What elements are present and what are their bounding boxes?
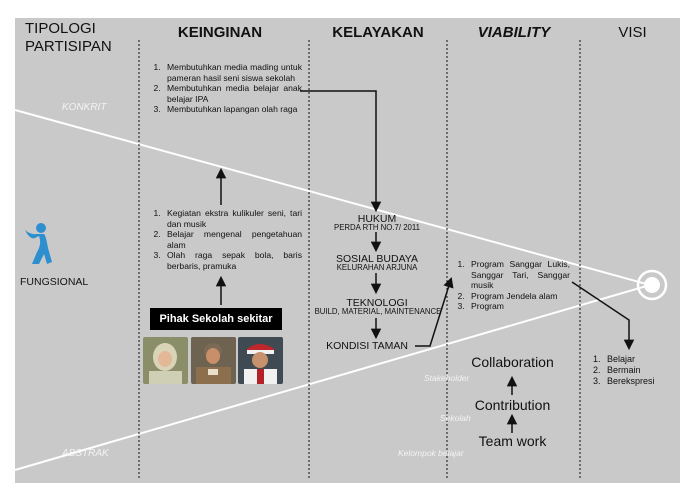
keinginan-bottom-item: 1. Kegiatan ekstra kulikuler seni, tari dan musik — [163, 208, 302, 229]
keinginan-top-list — [148, 62, 302, 115]
collab-collaboration: Collaboration — [471, 354, 554, 370]
collab-teamwork: Team work — [478, 433, 547, 449]
keinginan-bottom-item: 2. Belajar mengenal pengetahuan alam — [163, 229, 302, 250]
kelayakan-sosial: SOSIAL BUDAYA — [335, 253, 419, 265]
viability-item: 3. Program — [467, 301, 570, 312]
keinginan-bottom-list — [148, 208, 302, 271]
label-kelompok-belajar: Kelompok belajar — [398, 448, 464, 458]
kelayakan-kondisi: KONDISI TAMAN — [326, 340, 408, 352]
label-sekolah: Sekolah — [440, 413, 471, 423]
label-konkrit: KONKRIT — [62, 102, 107, 113]
header-visi: VISI — [618, 24, 647, 41]
header-tipologi-line1: TIPOLOGI — [25, 20, 96, 37]
keinginan-top-item: 1. Membutuhkan media mading untuk pameran hasil seni siswa sekolah — [163, 62, 302, 83]
header-viability: VIABILITY — [477, 24, 551, 41]
kelayakan-hukum-sub: PERDA RTH NO.7/ 2011 — [334, 223, 420, 232]
viability-list — [452, 259, 570, 312]
visi-item: 2. Bermain — [603, 365, 678, 376]
keinginan-bottom-item: 3. Olah raga sepak bola, baris berbaris, pramuka — [163, 250, 302, 271]
visi-item: 3. Berekspresi — [603, 376, 678, 387]
header-keinginan: KEINGINAN — [177, 24, 263, 41]
visi-list — [588, 354, 678, 387]
person-figure-icon — [22, 222, 52, 268]
header-kelayakan: KELAYAKAN — [332, 24, 424, 41]
header-tipologi-line2: PARTISIPAN — [25, 38, 112, 55]
viability-item: 2. Program Jendela alam — [467, 291, 570, 302]
photo-person-2 — [191, 337, 236, 384]
label-abstrak: ABSTRAK — [62, 448, 109, 459]
collab-contribution: Contribution — [474, 397, 551, 413]
kelayakan-hukum: HUKUM — [357, 213, 397, 225]
visi-item: 1. Belajar — [603, 354, 678, 365]
label-stakeholder: Stakeholder — [424, 373, 470, 383]
kelayakan-teknologi: TEKNOLOGI — [346, 297, 408, 309]
keinginan-top-item: 2. Membutuhkan media belajar anak belajar IPA — [163, 83, 302, 104]
photo-person-1 — [143, 337, 188, 384]
kelayakan-sosial-sub: KELURAHAN ARJUNA — [336, 263, 418, 272]
target-circle-inner — [644, 277, 660, 293]
header-tipologi — [25, 20, 112, 56]
label-fungsional: FUNGSIONAL — [20, 276, 89, 288]
arrow-viability-to-visi — [572, 282, 629, 348]
kelayakan-teknologi-sub: BUILD, MATERIAL, MAINTENANCE — [314, 307, 442, 316]
viability-item: 1. Program Sanggar Lukis, Sanggar Tari, Sanggar musik — [467, 259, 570, 291]
pihak-sekolah-label: Pihak Sekolah sekitar — [150, 308, 282, 330]
photo-person-3 — [238, 337, 283, 384]
keinginan-top-item: 3. Membutuhkan lapangan olah raga — [163, 104, 302, 115]
